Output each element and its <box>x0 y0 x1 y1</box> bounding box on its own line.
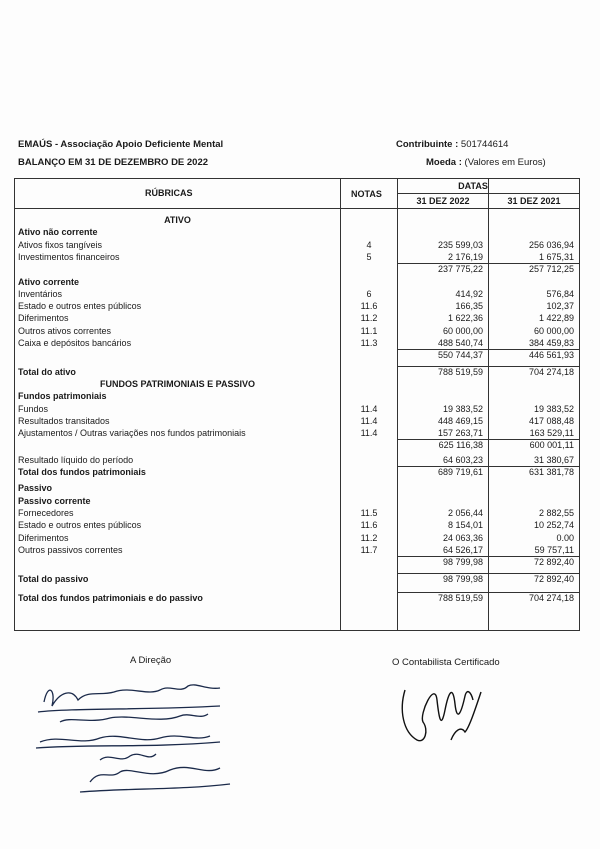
row-heading: Total do passivo <box>18 574 89 585</box>
section-heading: ATIVO <box>164 215 191 225</box>
row-note: 11.6 <box>360 301 378 312</box>
row-heading: Total dos fundos patrimoniais e do passivo <box>18 592 203 603</box>
col-divider <box>488 179 489 630</box>
value-2022: 157 263,71 <box>437 428 483 439</box>
value-2021: 384 459,83 <box>528 338 574 348</box>
value-2022: 2 056,44 <box>447 507 483 518</box>
contabilista-label: O Contabilista Certificado <box>392 657 500 668</box>
row-label: Ajustamentos / Outras variações nos fundos patrimoniais <box>18 428 246 439</box>
subtotal-rule <box>398 439 488 440</box>
value-2022: 550 744,37 <box>437 350 483 361</box>
row-note: 5 <box>366 251 372 262</box>
subtotal-rule <box>398 349 488 350</box>
value-2021: 257 712,25 <box>528 264 574 275</box>
value-2022: 8 154,01 <box>447 520 483 531</box>
row-note: 6 <box>366 288 372 299</box>
row-label: Outros ativos correntes <box>18 325 112 336</box>
row-label: Estado e outros entes públicos <box>18 301 142 312</box>
value-2022: 625 116,38 <box>438 440 483 451</box>
contabilista-signature <box>395 670 495 750</box>
row-label: Resultado líquido do período <box>18 454 134 465</box>
direcao-signatures <box>30 672 250 802</box>
row-label: Resultados transitados <box>18 415 110 426</box>
value-2021: 19 383,52 <box>533 403 574 414</box>
row-label: Ativos fixos tangíveis <box>18 239 103 250</box>
row-label: Inventários <box>18 288 63 299</box>
value-2021: 60 000,00 <box>533 325 574 336</box>
moeda-value: (Valores em Euros) <box>464 157 546 168</box>
datas-rule <box>397 193 579 194</box>
org-name: EMAÚS - Associação Apoio Deficiente Mental <box>18 139 224 150</box>
row-heading: Passivo <box>18 483 53 494</box>
row-note: 11.5 <box>360 507 378 518</box>
row-heading: Total do ativo <box>18 366 76 377</box>
header-rule <box>15 208 579 209</box>
value-2022: 64 526,17 <box>442 544 483 555</box>
value-2021: 446 561,93 <box>528 350 574 361</box>
value-2022: 24 063,36 <box>442 532 483 543</box>
value-2021: 72 892,40 <box>533 574 574 585</box>
value-2021: 2 882,55 <box>538 507 574 518</box>
subtotal-rule <box>489 573 579 574</box>
value-2021: 256 036,94 <box>528 239 574 250</box>
value-2021: 1 675,31 <box>538 251 574 262</box>
value-2022: 2 176,19 <box>447 251 483 262</box>
subtotal-rule <box>489 263 579 264</box>
value-2022: 788 519,59 <box>437 592 483 603</box>
row-note: 11.4 <box>360 403 378 414</box>
row-note: 11.2 <box>360 532 378 543</box>
value-2021: 600 001,11 <box>529 440 574 451</box>
row-heading: Ativo não corrente <box>18 227 98 238</box>
row-note: 11.7 <box>360 544 378 555</box>
value-2022: 237 775,22 <box>437 264 483 275</box>
subtotal-rule <box>489 349 579 350</box>
subtotal-rule <box>489 466 579 467</box>
row-heading: Fundos patrimoniais <box>18 391 107 402</box>
contribuinte <box>396 139 508 150</box>
value-2022: 19 383,52 <box>442 403 483 414</box>
row-note: 11.2 <box>360 313 378 324</box>
row-heading: Passivo corrente <box>18 495 91 506</box>
row-note: 11.6 <box>360 520 378 531</box>
col-notas: NOTAS <box>351 189 382 199</box>
col-divider <box>397 179 398 630</box>
page-title: BALANÇO EM 31 DE DEZEMBRO DE 2022 <box>18 157 209 168</box>
subtotal-rule <box>489 439 579 440</box>
subtotal-rule <box>489 592 579 593</box>
value-2022: 60 000,00 <box>442 325 483 336</box>
value-2021: 704 274,18 <box>528 366 574 377</box>
balance-table <box>14 178 580 631</box>
col-datas: DATAS <box>458 181 488 191</box>
value-2021: 0.00 <box>556 532 574 543</box>
value-2021: 631 381,78 <box>528 467 574 477</box>
subtotal-rule <box>398 366 488 367</box>
row-label: Diferimentos <box>18 532 69 543</box>
value-2021: 72 892,40 <box>533 557 574 568</box>
value-2021: 1 422,89 <box>538 313 574 324</box>
row-note: 11.4 <box>360 415 378 426</box>
value-2021: 163 529,11 <box>529 428 574 439</box>
subtotal-rule <box>489 366 579 367</box>
value-2022: 414,92 <box>455 288 483 299</box>
col-2021: 31 DEZ 2021 <box>507 196 561 206</box>
row-note: 11.3 <box>360 338 378 348</box>
value-2021: 576,84 <box>546 288 574 299</box>
row-label: Fundos <box>18 403 49 414</box>
row-label: Estado e outros entes públicos <box>18 520 142 531</box>
value-2022: 788 519,59 <box>437 366 483 377</box>
value-2021: 704 274,18 <box>528 592 574 603</box>
value-2022: 166,35 <box>455 301 483 312</box>
row-heading: Ativo corrente <box>18 276 80 287</box>
value-2021: 31 380,67 <box>533 454 574 465</box>
subtotal-rule <box>398 556 488 557</box>
value-2022: 689 719,61 <box>437 467 483 477</box>
row-note: 11.4 <box>360 428 378 439</box>
value-2022: 488 540,74 <box>437 338 483 348</box>
row-label: Investimentos financeiros <box>18 251 120 262</box>
subtotal-rule <box>398 466 488 467</box>
row-note: 11.1 <box>360 325 378 336</box>
row-label: Caixa e depósitos bancários <box>18 338 132 348</box>
row-label: Outros passivos correntes <box>18 544 123 555</box>
value-2022: 448 469,15 <box>437 415 483 426</box>
row-label: Fornecedores <box>18 507 74 518</box>
subtotal-rule <box>398 263 488 264</box>
contribuinte-label: Contribuinte : <box>396 139 459 150</box>
value-2021: 10 252,74 <box>533 520 574 531</box>
moeda-label: Moeda : <box>426 157 462 168</box>
row-heading: Total dos fundos patrimoniais <box>18 467 146 477</box>
section-heading: FUNDOS PATRIMONIAIS E PASSIVO <box>99 378 255 389</box>
row-label: Diferimentos <box>18 313 69 324</box>
row-note: 4 <box>366 239 372 250</box>
value-2022: 98 799,98 <box>442 557 483 568</box>
value-2021: 59 757,11 <box>534 544 574 555</box>
subtotal-rule <box>398 592 488 593</box>
direcao-label: A Direção <box>130 655 172 666</box>
value-2021: 417 088,48 <box>528 415 574 426</box>
col-rubricas: RÚBRICAS <box>145 188 193 198</box>
value-2022: 1 622,36 <box>447 313 483 324</box>
subtotal-rule <box>398 573 488 574</box>
value-2022: 235 599,03 <box>437 239 483 250</box>
value-2022: 64 603,23 <box>442 454 483 465</box>
col-2022: 31 DEZ 2022 <box>416 196 470 206</box>
contribuinte-value: 501744614 <box>460 139 509 150</box>
value-2022: 98 799,98 <box>442 574 483 585</box>
subtotal-rule <box>489 556 579 557</box>
value-2021: 102,37 <box>546 301 574 312</box>
moeda <box>426 157 546 168</box>
